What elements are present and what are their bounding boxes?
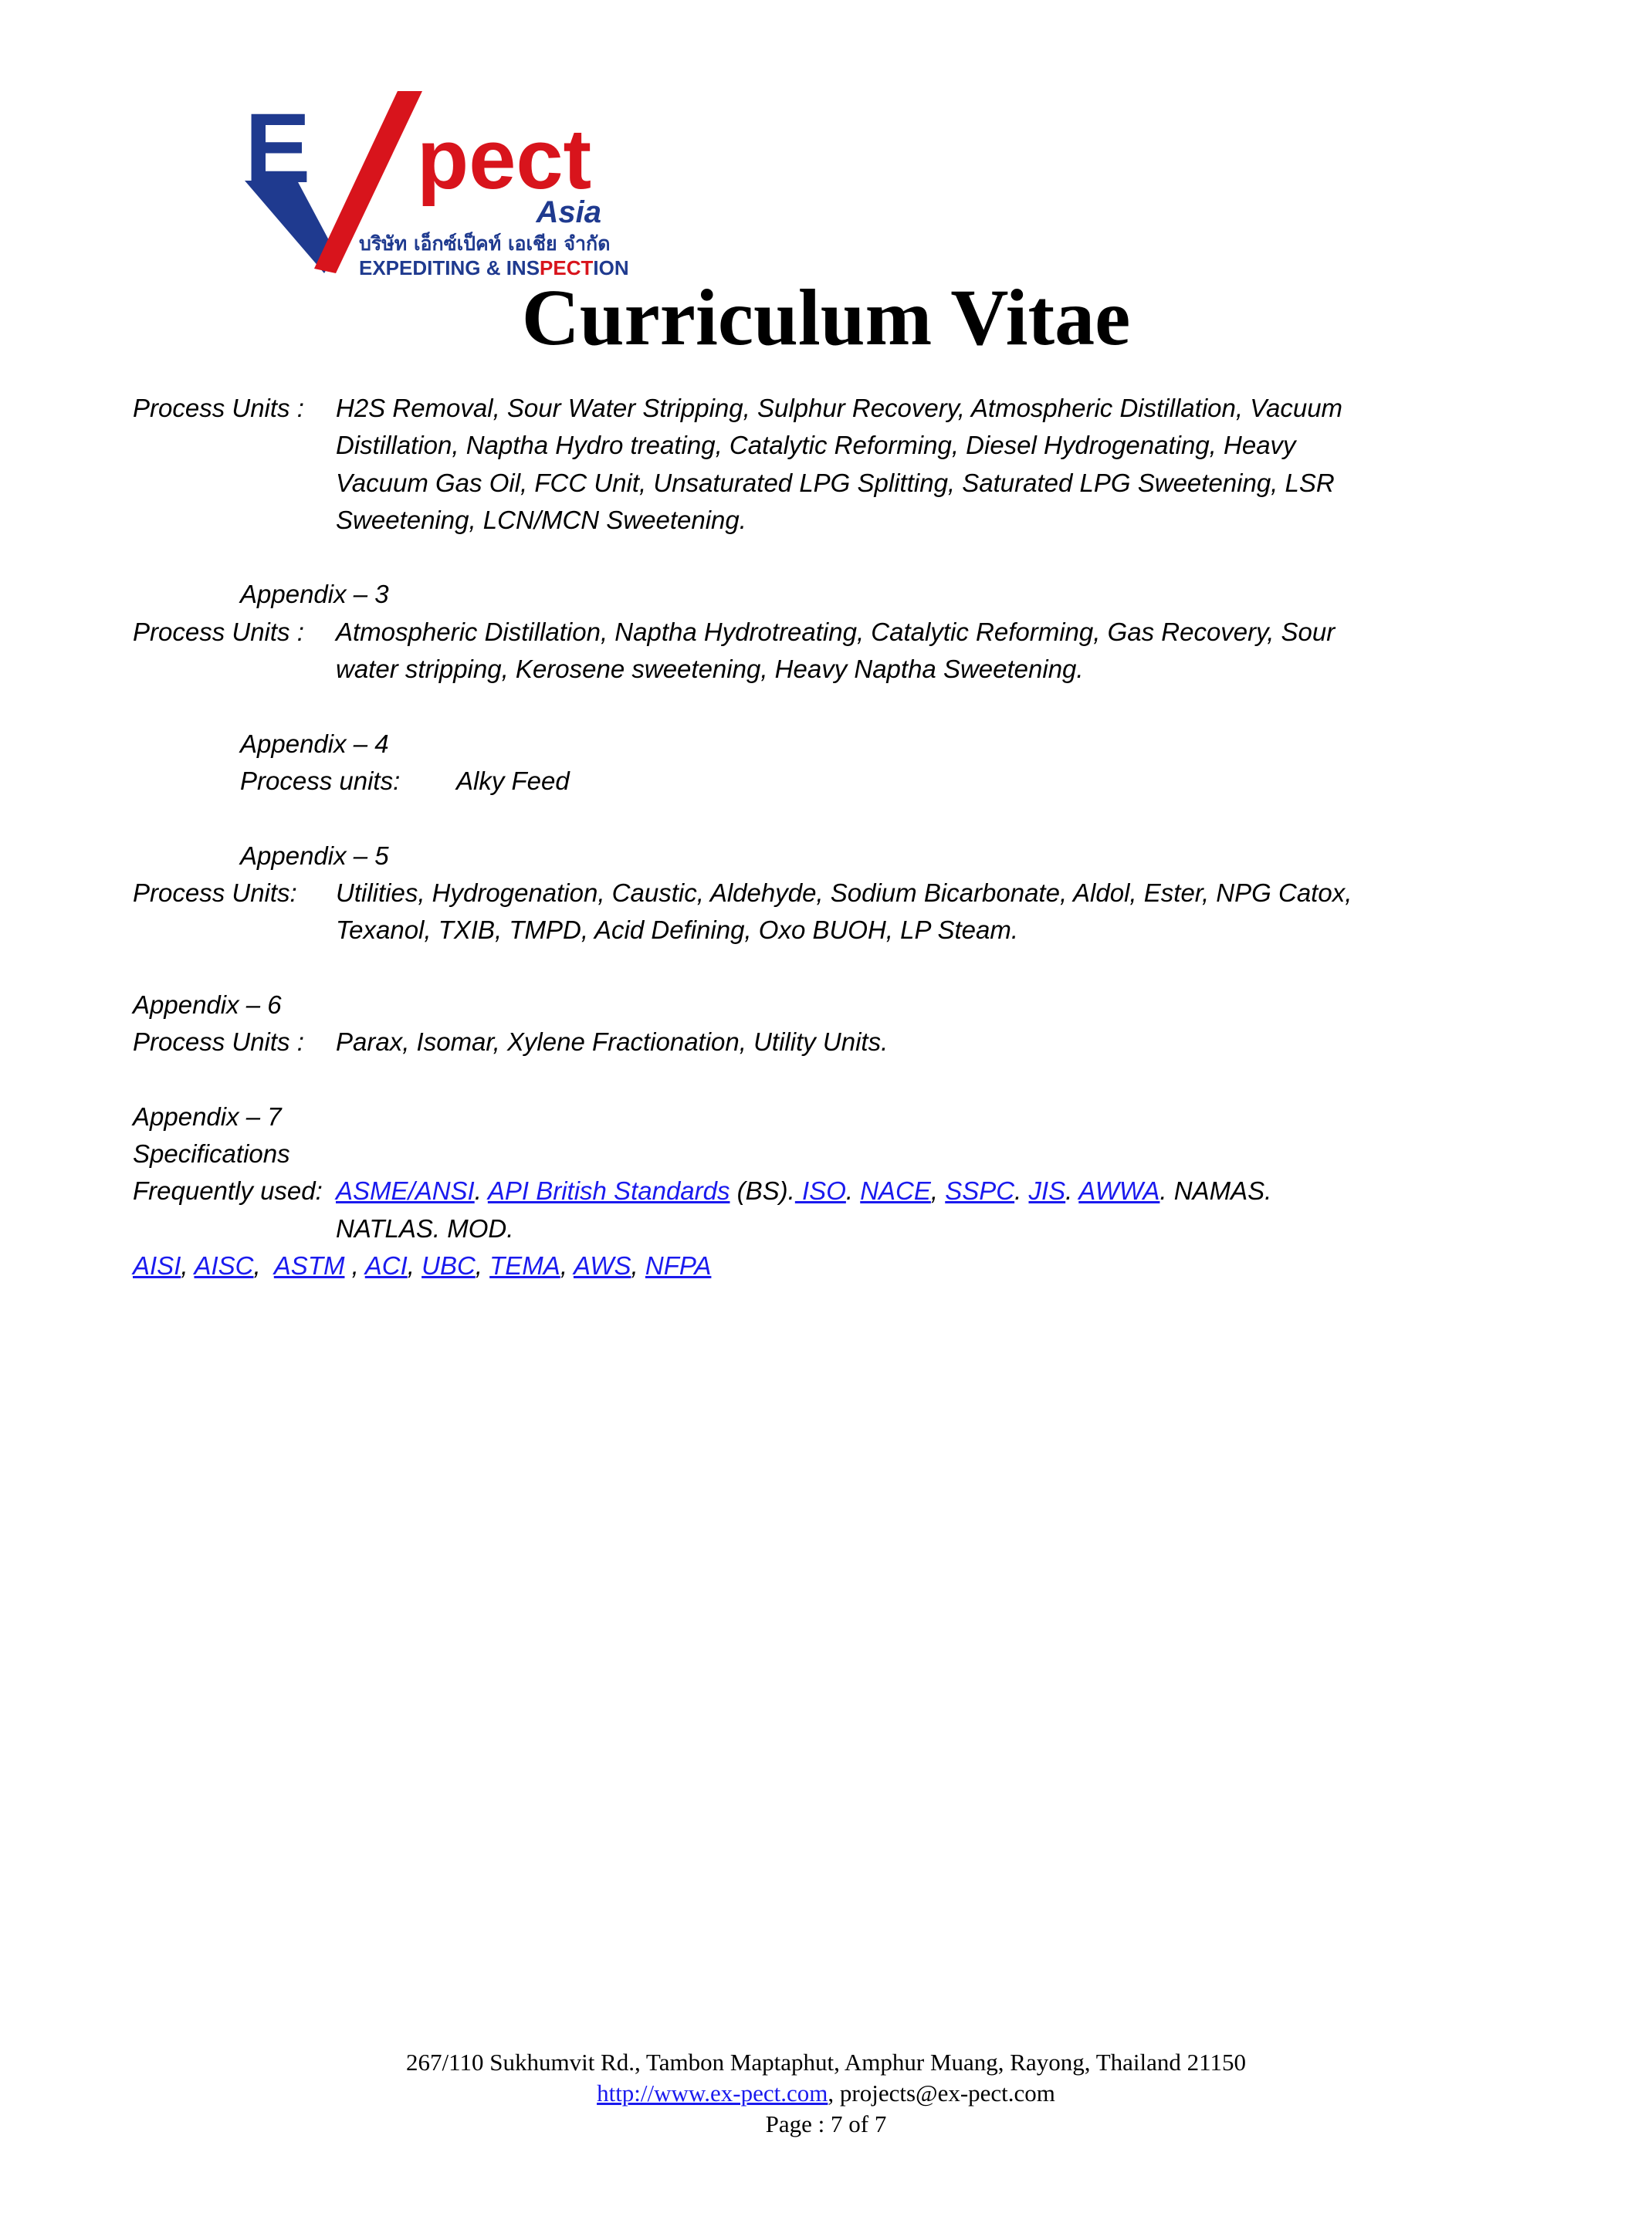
text-line: Texanol, TXIB, TMPD, Acid Defining, Oxo BUOH, LP Steam. xyxy=(336,915,1018,945)
page-footer xyxy=(0,2047,1652,2140)
appendix-4-row xyxy=(133,763,1430,800)
logo-word-pect: pect xyxy=(417,112,592,207)
process-units-label: Process Units: xyxy=(133,878,297,907)
text-line: Atmospheric Distillation, Naptha Hydrotreating, Catalytic Reforming, Gas Recovery, Sour xyxy=(336,617,1335,646)
namas-text: . NAMAS. xyxy=(1159,1176,1272,1206)
link-nace[interactable]: NACE xyxy=(860,1176,931,1206)
footer-email: , projects@ex-pect.com xyxy=(828,2080,1055,2107)
link-aws[interactable]: AWS xyxy=(573,1250,631,1280)
text-line: H2S Removal, Sour Water Stripping, Sulphur Recovery, Atmospheric Distillation, Vacuum xyxy=(336,394,1343,422)
standards-line-2: NATLAS. MOD. xyxy=(336,1213,514,1243)
link-nfpa[interactable]: NFPA xyxy=(645,1250,712,1280)
process-units-value xyxy=(336,614,1430,689)
link-aci[interactable]: ACI xyxy=(364,1250,408,1280)
frequently-used-row xyxy=(133,1173,1430,1247)
text-line: Distillation, Naptha Hydro treating, Catalytic Reforming, Diesel Hydrogenating, Heavy xyxy=(336,431,1296,460)
link-iso[interactable]: ISO xyxy=(794,1176,846,1206)
standards-line-3 xyxy=(133,1247,1430,1284)
link-awwa[interactable]: AWWA xyxy=(1078,1176,1160,1206)
link-asme-ansi[interactable]: ASME/ANSI xyxy=(336,1176,475,1206)
link-astm[interactable]: ASTM xyxy=(273,1250,345,1280)
cv-body xyxy=(133,390,1430,1284)
footer-contact xyxy=(0,2078,1652,2109)
separator: . xyxy=(845,1176,861,1206)
frequently-used-label: Frequently used: xyxy=(133,1176,323,1206)
separator: , xyxy=(407,1250,422,1280)
appendix-6-row xyxy=(133,1024,1430,1061)
text-line: Vacuum Gas Oil, FCC Unit, Unsaturated LPG Splitting, Saturated LPG Sweetening, LSR xyxy=(336,468,1335,497)
text-line: Sweetening, LCN/MCN Sweetening. xyxy=(336,505,746,534)
separator: , xyxy=(253,1250,274,1280)
separator: , xyxy=(181,1250,195,1280)
specifications-heading: Specifications xyxy=(133,1139,290,1168)
appendix-6-heading: Appendix – 6 xyxy=(133,990,282,1019)
link-jis[interactable]: JIS xyxy=(1028,1176,1066,1206)
link-aisi[interactable]: AISI xyxy=(133,1250,181,1280)
footer-website-link[interactable]: http://www.ex-pect.com xyxy=(597,2080,828,2107)
footer-address: 267/110 Sukhumvit Rd., Tambon Maptaphut, Amphur Muang, Rayong, Thailand 21150 xyxy=(406,2049,1246,2076)
link-tema[interactable]: TEMA xyxy=(489,1250,560,1280)
standards-line-1 xyxy=(336,1173,1430,1210)
process-units-row xyxy=(133,390,1430,539)
logo-asia: Asia xyxy=(536,195,601,229)
process-units-value: Alky Feed xyxy=(456,766,570,795)
page-title: Curriculum Vitae xyxy=(521,273,1131,362)
logo-tagline: EXPEDITING & INSPECTION xyxy=(359,256,629,279)
separator: , xyxy=(930,1176,946,1206)
text-line: water stripping, Kerosene sweetening, Heavy Naptha Sweetening. xyxy=(336,655,1084,684)
link-sspc[interactable]: SSPC xyxy=(945,1176,1015,1206)
separator: , xyxy=(631,1250,645,1280)
separator: , xyxy=(560,1250,574,1280)
separator: . xyxy=(1065,1176,1079,1206)
process-units-value: Parax, Isomar, Xylene Fractionation, Utility Units. xyxy=(336,1027,889,1057)
text-line: Utilities, Hydrogenation, Caustic, Aldehyde, Sodium Bicarbonate, Aldol, Ester, NPG Catox, xyxy=(336,878,1352,907)
appendix-4-heading: Appendix – 4 xyxy=(240,729,389,758)
separator: , xyxy=(475,1250,490,1280)
appendix-5-heading: Appendix – 5 xyxy=(240,841,389,870)
appendix-3-heading: Appendix – 3 xyxy=(240,580,389,609)
logo-thai-name: บริษัท เอ็กซ์เป็คท์ เอเชีย จำกัด xyxy=(359,232,611,255)
link-aisc[interactable]: AISC xyxy=(194,1250,254,1280)
separator: . xyxy=(1014,1176,1029,1206)
process-units-label: Process Units : xyxy=(133,394,304,422)
process-units-label: Process Units : xyxy=(133,617,304,646)
process-units-value xyxy=(336,390,1430,539)
expect-logo-graphic xyxy=(243,90,629,279)
separator: , xyxy=(344,1250,365,1280)
logo-letter-e: E xyxy=(245,93,311,204)
separator: . xyxy=(474,1176,488,1206)
link-api-british-standards[interactable]: API British Standards xyxy=(487,1176,730,1206)
company-logo xyxy=(243,90,629,279)
process-units-value xyxy=(336,875,1430,949)
standards-list xyxy=(336,1173,1430,1247)
appendix-5-row xyxy=(133,875,1430,949)
appendix-7-heading: Appendix – 7 xyxy=(133,1102,282,1131)
page-number: Page : 7 of 7 xyxy=(765,2110,887,2137)
process-units-label: Process units: xyxy=(240,766,401,795)
process-units-label: Process Units : xyxy=(133,1027,304,1057)
bs-text: (BS). xyxy=(730,1176,795,1206)
link-ubc[interactable]: UBC xyxy=(421,1250,476,1280)
appendix-3-row xyxy=(133,614,1430,689)
